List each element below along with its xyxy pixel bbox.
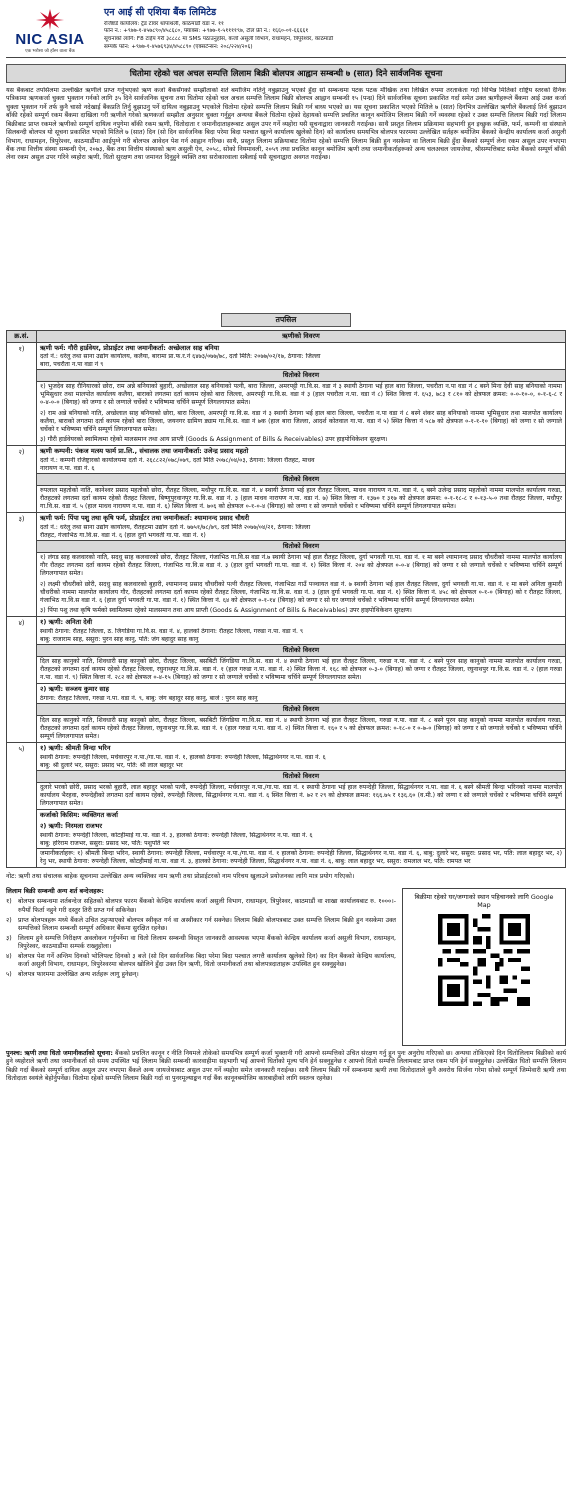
condition-text: बोलपत्र सम्बन्धमा शर्तबन्देज सहितको बोलपत्र फारम बैंकको केन्द्रिय कार्यालय कर्जा असुली विभाग, राधामहन, त्रिपुरेश्वर, काठमाडौं वा शाखा कार्यालयबाट रु. १०००।- रुपैयाँ फिर्ता नहुने गरी दस्तुर तिरी प्राप्त गर्न सकिनेछ। [18,898,396,914]
row-number: ५) [7,743,37,867]
condition-text: लिलाम हुने सम्पत्ति निरीक्षण अवलोकन गर्नुपर्नेमा वा धितो लिलाम सम्बन्धी विस्तृत जानकारी आवश्यक भएमा बैंकको केन्द्रिय कार्यालय कर्जा असुली विभाग, राधामहन, त्रिपुरेश्वर, काठमाडौंमा सम्पर्क राख्नुहोला। [18,934,396,951]
dhito-heading: धितोको विवरण [37,770,565,783]
conditions-title: लिलाम बिक्री सम्बन्धी अन्य शर्त बन्देजहरू: [6,887,104,895]
borrower-line: बाबु: हरिराम राजभर, ससुरा: प्रसाद भर, पति: पशुपति भर [40,839,170,847]
condition-item [6,898,396,915]
dhito-item: दिल साह कानुको नाति, शिवधारी साह कानुको छोरा, रौतहट जिल्ला, बसबिटी जिंगडिया गा.वि.स. वडा नं. ४ स्थायी ठेगाना भई हाल रौतहट जिल्ला, गरुडा न.पा. वडा नं. ८ बस्ने पुरन साह कानुको नाममा मालपोत कार्यालय गरुडा, रौतहटको लगतमा दर्ता कायम रहेको रौतहट जिल्ला, रघुनाथपुर गा.वि.स. वडा नं. १ (हाल गरुडा न.पा. वडा नं. २) स्थित कित्ता नं. १६० र ५ को क्षेत्रफल क्रमश: ०-१८-० र ०-७-० (बिगाह) को जग्गा र सो जग्गाले चर्चेको र भविष्यमा चर्चिने सम्पूर्ण लिगलगापात समेत। [40,716,562,741]
table-row [7,446,565,513]
borrower-line: स्थायी ठेगाना: रुपन्देही जिल्ला, कोटहीमाई गा.पा. वडा नं. ३, हालको ठेगाना: रुपन्देही जिल्ला, सिद्धार्थनगर न.पा. वडा नं. ६ [40,831,313,839]
tapsil-heading: तपसिल [221,313,351,327]
row-body [37,446,565,512]
nic-asia-star-icon [33,8,67,30]
notice-title: धितोमा रहेको चल अचल सम्पत्ति लिलाम बिक्री बोलपत्र आह्वान सम्बन्धी ७ (सात) दिने सार्वजनिक सूचना [6,64,566,83]
table-row [7,343,565,447]
row-number: ३) [7,513,37,616]
final-notice [6,1050,566,1084]
header-phone: फोन नं.: +९७७-१-४५७८९०/४५८६८०, फ्याक्स: +९७७-१-५११११९७, टोल फ्री नं.: १६६०-०१-६६६६१ [104,28,309,35]
final-heading: पुनश्च: ऋणी तथा धितो जमानीकर्ताको सूचना: [6,1049,113,1057]
bank-header [6,6,566,58]
notice-note: नोट: ऋणी तथा संचालक बाहेक सूचनामा उल्लेखित अन्य व्यक्तिका नाम ऋणी तथा प्रोप्राईटरको नाम परिचय खुलाउने प्रयोजनका लागि मात्र प्रयोग गरिएको। [6,873,355,881]
borrower-line: दर्ता नं.: कम्पनी रजिष्ट्रारको कार्यालयमा दर्ता नं. २६८८२२/०७८/०७९, दर्ता मिति २०७८/०४/०३, ठेगाना: जिल्ला रौतहट, माधव [40,456,315,464]
bank-logo [6,6,94,57]
row-body [37,743,565,867]
borrower-name: ऋणी कम्पनी: पंकज मत्स्य फार्म प्रा.लि., संचालक तथा जमानीकर्ता: उजेन्द्र प्रसाद महतो [40,447,249,456]
row-number: २) [7,446,37,512]
borrower-line: नारायण न.पा. वडा नं. ६ [40,465,95,473]
table-header-num: क्र.सं. [7,331,37,342]
header-address: रजिष्टर्ड कार्यालय: ट्रेड टावर थापाथली, काठमाडौं वडा नं. ११ [104,20,224,27]
table-header-col: ऋणीको विवरण [282,331,320,340]
map-qr-box[interactable] [402,888,566,1046]
borrower-name: १) ऋणी: श्रीमती विन्दा भरिन [40,744,111,753]
dhito-item: १) लंगड साह कलवारको नाति, सदधु साह कलवारको छोरा, रौतहट जिल्ला, गंजाभिठ गा.वि.स वडा नं.७ स्थायी ठेगाना भई हाल रौतहट जिल्ला, दुर्गा भगवती गा.पा. वडा नं. १ मा बस्ने श्यामानन्द प्रसाद चौधरीको नाममा मालपोत कार्यालय गौर रौतहट लगतमा दर्ता कायम रहेको रौतहट जिल्ला, गंजाभिठ गा.वि.स वडा नं. ३ (हाल दुर्गा भगवती गा.पा. वडा नं. १) स्थित कित्ता नं. २०४ को क्षेत्रफल ०-०-४ (बिगाह) को जग्गा र सो जग्गाले चर्चेको र भविष्यमा चर्चिने सम्पूर्ण लिगलगापात समेत। [40,554,562,578]
borrower-line: स्थायी ठेगाना: रुपन्देही जिल्ला, मर्चवारपुर न.पा./गा.पा. वडा नं. १, हालको ठेगाना: रुपन्देही जिल्ला, सिद्धार्थनगर न.पा. वडा नं. ६ [40,753,326,761]
borrower-line: रौतहट, गंजाभिठ गा.वि.स. वडा नं. ६ (हाल दुर्गा भगवती गा.पा. वडा नं. १) [40,532,206,540]
borrower-name: १) ऋणी: अनिता देवी [40,618,93,627]
condition-number: ३) [6,934,12,942]
dhito-heading: धितोको विवरण [37,644,565,657]
borrower-line: स्थायी ठेगाना: रौतहट जिल्ला, ठ. जिंगडिया गा.वि.स. वडा नं. ४, हालको ठेगाना: रौतहट जिल्ला, गरुडा न.पा. वडा नं. ९ [40,627,304,635]
header-contact: सम्पर्क फोन: +९७७-१-४५७६९३४/४५८८९० (एक्सटेन्सन: २०८/२२४/२०६) [104,43,253,50]
condition-item [6,971,396,980]
row-number: १) [7,343,37,446]
condition-item [6,953,396,970]
table-row [7,513,565,617]
qr-caption: बिक्रीमा रहेको घर/जग्गाको स्थान पहिचानको लागि Google Map [414,892,554,910]
borrower-line: दर्ता नं.: धरेलु तथा साना उद्योग कार्यालय, कलैया, बारामा प्रा.फ.र.नं ६४७३/०७७/७८, दर्ता मिति: २०७७/०२/१७, ठेगाना: जिल्ला [40,353,321,361]
header-info [94,6,566,57]
condition-number: ४) [6,952,12,960]
borrower-name: ऋणी फर्म: पिंपा पशु तथा कृषि फर्म, प्रोप्राईटर तथा जमानीकर्ता: श्यामानन्द प्रसाद चौधरी [40,514,250,523]
borrower-line: बारा, पचरौता न.पा वडा नं ९ [40,361,104,369]
dhito-item: ३) पिंपा पशु तथा कृषि फर्मको स्वामित्वमा रहेको मालसमान तथा आय प्राप्ती (Goods & Assignment of Bills & Receivables) उपर हाइपोथिकेशन सुरक्षण। [40,607,412,615]
guarantors: जमानीकर्ताहरू: १) श्रीमती बिन्दा भरिन, स्थायी ठेगाना: रुपन्देही जिल्ला, मर्चवारपुर न.पा./गा.पा. वडा नं. १ हालको ठेगाना: रुपन्देही जिल्ला, सिद्धार्थनगर न.पा. वडा नं. ६, बाबु: दुलारे भर, ससुरा: प्रसाद भर, पति: लाल बहादुर भर, २) रेनु भर, स्थायी ठेगाना: रुपन्देही जिल्ला, कोटहीमाई गा.पा. वडा नं. ३, हालको ठेगाना: रुपन्देही जिल्ला, सिद्धार्थनगर न.पा. वडा नं. ६, बाबु: लाल बहादुर भर, ससुरा: रामलाल भर, पति: रामपत भर [40,849,562,866]
dhito-heading: धितोको विवरण [37,473,565,486]
borrower-table [6,330,566,868]
condition-number: ५) [6,970,12,978]
row-body [37,343,565,446]
bank-name: एन आई सी एशिया बैंक लिमिटेड [104,7,217,18]
condition-number: २) [6,916,12,924]
final-body: बैंकको प्रचलित कानून र नीति नियमले तोकेको समयभित्र सम्पूर्ण कर्जा भुक्तानी गरी आफ्नो सम्पत्तिको उचित संरक्षण गर्नु हुन पुनः अनुरोध गरिएको छ। अन्यथा तोकिएको दिन धितोलिलाम बिक्रीको कार्य हुने व्यहोराले ऋणी तथा जमानीकर्ता सो समय उपस्थित भई लिलाम बिक्री सम्बन्धी कारवाहीमा सहभागी भई आफ्नो धितोको मूल्य पनि हेर्न सक्नुहुनेछ र आफ्नो धितो सम्पत्ति लिलामबाट प्राप्त रकम पनि हेर्न सक्नुहुनेछ। उल्लेखित धितो सम्पत्ति लिलाम बिक्री गर्दा बैंकको सम्पूर्ण दायित्व असुल उपर नभएमा बैंकले अन्य जायजेथाबाट असुल उपर गर्ने व्यहोरा समेत जानकारी गराईन्छ। साथै लिलाम बिक्री गर्ने सम्बन्धमा ऋणी तथा धितोदाताले कुनै अवरोध सिर्जना गरेमा सोको सम्पूर्ण जिम्मेवारी ऋणी तथा धितोदाता स्वयंले बेहोर्नुपर्नेछ। धितोमा रहेको सम्पत्ति लिलाम बिक्री गर्दा वा पुनरमूल्याङ्कन गर्दा बैंक कानूनबमोजिम कारबाहीको लागि स्वतन्त्र रहनेछ। [6,1049,566,1083]
row-number: ४) [7,617,37,742]
conditions-section [6,888,402,1046]
logo-tagline: एक भरोसा जो हाँस्न वाला बैंक [25,49,75,55]
dhito-item: दिल साह कानुको नाति, शिवधारी साह कानुको छोरा, रौतहट जिल्ला, बसबिटी जिंगडिया गा.वि.स. वडा नं. ४ स्थायी ठेगाना भई हाल रौतहट जिल्ला, गरुडा न.पा. वडा नं. ८ बस्ने पुरन साह कानुको नाममा मालपोत कार्यालय गरुडा, रौतहटको लगतमा दर्ता कायम रहेको रौतहट जिल्ला, रघुनाथपुर गा.वि.स. वडा नं. १ (हाल गरुडा न.पा. वडा नं. २) स्थित कित्ता नं. १६८ को क्षेत्रफल ०-३-० (बिगाह) को जग्गा र रौतहट जिल्ला, रघुनाथपुर गा.वि.स. वडा नं. २ (हाल गरुडा न.पा. वडा नं. ९) स्थित कित्ता नं. २८२ को क्षेत्रफल ०-४-१५ (बिगाह) को जग्गा र सो जग्गाले चर्चेको र भविष्यमा चर्चिने सम्पूर्ण लिगलगापात समेत। [40,657,562,682]
borrower-line: दर्ता नं.: धरेलु तथा साना उद्योग कार्यालय, रौतहटमा उद्योग दर्ता नं. ७७५१/७८/७९, दर्ता मिति २०७७/०४/२१, ठेगाना: जिल्ला [40,524,311,532]
row-body [37,617,565,742]
table-header [7,331,565,343]
borrower-name: २) ऋणी: सञ्जय कुमार साह [40,685,109,694]
dhito-item: दुलारे भरको छोरी, प्रसाद भरको बुहारी, लाल बहादुर भरको पत्नी, रुपन्देही जिल्ला, मर्चवारपुर न.पा./गा.पा. वडा नं. १ स्थायी ठेगाना भई हाल रुपन्देही जिल्ला, सिद्धार्थनगर न.पा. वडा नं. ६ बस्ने श्रीमती बिन्दा भरिनको नाममा मालपोत कार्यालय भैरहवा, रुपन्देहीको लगतमा दर्ता कायम रहेको, रुपन्देही जिल्ला, सिद्धार्थनगर न.पा. वडा नं. ६ स्थित कित्ता नं. ७२ र २९ को क्षेत्रफल क्रमश: १६६.७५ र १३६.६० (व.मी.) को जग्गा र सो जग्गाले चर्चेको र भविष्यमा चर्चिने सम्पूर्ण लिगलगापात समेत। [40,783,562,808]
dhito-item: रुपलाल महतोको नाति, कानेश्वर प्रसाद महतोको छोरा, रौतहट जिल्ला, मधौपुर गा.वि.स. वडा नं. ४ स्थायी ठेगाना भई हाल रौतहट जिल्ला, माधव नारायण न.पा. वडा नं. ६ बस्ने उजेन्द्र प्रसाद महतोको नाममा मालपोत कार्यालय गरुडा, रौतहटको लगतमा दर्ता कायम रहेको रौतहट जिल्ला, बिष्णुपुरवानपुर गा.वि.स. वडा नं. ३ (हाल माधव नारायण न.पा. वडा नं. ७) स्थित कित्ता नं. १३७० र ३१७ को क्षेत्रफल क्रमश: ०-१-१८-८ र ०-१३-५-० तथा रौतहट जिल्ला, मधौपुर गा.वि.स. वडा नं. ५ (हाल माधव नारायण न.पा. वडा नं. ६) स्थित कित्ता नं. ७०६ को क्षेत्रफल ०-१-०-४ (बिगाह) को जग्गा र सो जग्गाले चर्चेको र भविष्यमा चर्चिने सम्पूर्ण लिगलगापात समेत। [40,486,562,511]
bottom-section [6,888,566,1046]
condition-item [6,935,396,952]
qr-code-icon[interactable] [438,914,530,1006]
notice-intro: यस बैंकबाट तपसिलमा उल्लेखित ऋणीले प्राप्त गर्नुभएको ऋण कर्जा बैंकसँगको सम्झौताको शर्त बमोजिम नतिर्नु नबुझाउनु भएको हुँदा सो सम्बन्धमा पटक पटक मौखिक तथा लिखित रुपमा तरताकेता गर्दा विभिन्न मितिको राष्ट्रिय स्तरको दैनिक पत्रिकामा ऋणकर्जा चुक्ता भुक्तान गर्नको लागि ३५ दिने सार्वजनिक सूचना तथा धितोमा रहेको चल अचल सम्पत्ति लिलाम बिक्री बोलपत्र आह्वान सम्बन्धी १५ (पन्ध्र) दिने सार्वजनिक सूचना प्रकाशित गर्दा समेत उक्त ऋणीहरूले बैंकमा आई उक्त कर्जा चुक्ता भुक्तान गर्ने तर्फ कुनै चासो नदेखाई बैंकप्रति तिर्नु बुझाउनु पर्ने दायित्व नबुझाउनु भएकोले धितोमा रहेको सम्पत्ति लिलाम बिक्री गर्न बाध्य भएको छ। यस सूचना प्रकाशित भएको मितिले ७ (सात) दिनभित्र उल्लेखित ऋणीले बैंकलाई तिर्न बुझाउन बाँकी रहेको सम्पूर्ण रकम बैंकमा दाखिला गरी ऋणीले गरेको ऋणकर्जा सम्झौता अनुसार चुक्ता गर्नुहुन अन्यथा बैंकले धितोमा रहेको देहायको सम्पत्ति प्रचलित कानून बमोजिम लिलाम बिक्री गर्ने व्यवस्था रहेको र उक्त सम्पत्ति लिलाम बिक्री गर्दा लिलाम बिक्रीबाट प्राप्त रकमले ऋणीको सम्पूर्ण दायित्व नपुगेमा बाँकी रकम ऋणी, धितोदाता र जमानीदाताहरूबाट असुल उपर गर्ने व्यहोरा यसै सूचनाद्वारा जानकारी गराईन्छ। साथै प्रस्तुत लिलाम प्रक्रियामा सहभागी हुन इच्छुक व्यक्ति, फर्म, कम्पनी वा संस्थाले सिलबन्दी बोलपत्र यो सूचना प्रकाशित भएको मितिले ७ (सात) दिन (सो दिन सार्वजनिक बिदा परेमा बिदा पश्चात खुल्ने कार्यालय खुलेको दिन) को कार्यालय समयभित्र बोलपत्र फारममा उल्लेखित सर्तहरू बमोजिम बैंकको केन्द्रीय कार्यालय कर्जा असुली विभाग, राधामहन, त्रिपुरेश्वर, काठमाडौंमा आईपुग्ने गरी बोलपत्र आवेदन पेश गर्न आह्वान गरिन्छ। साथै, प्रस्तुत लिलाम प्रक्रियाबाट धितोमा रहेको सम्पत्ति लिलाम बिक्री हुन नसकेमा वा लिलाम बिक्री हुँदा बैंकको सम्पूर्ण लेना रकम असुल उपर नभएमा बैंक तथा वित्तीय संस्था सम्बन्धी ऐन, २०७३, बैंक तथा वित्तीय संस्थाको ऋण असुली ऐन, २०५८, सोको नियमावली, २०५९ तथा प्रचलित कानून बमोजिम ऋणी तथा जमानीकर्ताहरूको अन्य चलअचल जायजेथा, श्रीसम्पत्तिबाट समेत बैंकको सम्पूर्ण बाँकी लेना रकम असुल उपर गरिने व्यहोरा ऋणी, धितो सुरक्षण तथा जमानत दिनुहुने व्यक्ति तथा सरोकारवाला सबैलाई यसै सूचनाद्वारा अवगत गराईन्छ। [6,86,566,162]
borrower-line: ठेगाना: रौतहट जिल्ला, गरुडा न.पा. वडा नं. ९, बाबु: जंग बहादुर साह कानु, बाजे : पुरन साह कानु [40,694,258,702]
borrower-name: ऋणी फर्म: गौरी हार्डवेयर, प्रोप्राईटर तथा जमानीकर्ता: अच्छेलाल साह बनिया [40,343,220,352]
condition-text: बोलपत्र फारममा उल्लेखित अन्य शर्तहरू लागु हुनेछन्। [18,970,139,978]
borrower-name: २) ऋणी: निरमला राजभर [40,821,102,830]
condition-item [6,917,396,934]
header-sms: सूचनाको लागि: F8 टाईप गरी ३८८८८ मा SMS पठाउनुहोस, कर्जा असुली विभाग, राधामहन, त्रिपुरेश्वर, काठमाडौं [104,35,334,42]
condition-text: प्राप्त बोलपत्रहरू मध्ये बैंकले उचित ठहऱ्याएको बोलपत्र स्वीकृत गर्न वा अस्वीकार गर्न सक्नेछ। लिलाम बिक्री बोलपत्रबाट उक्त सम्पत्ति लिलाम बिक्री हुन नसकेमा उक्त सम्पत्तिको लिलाम सम्बन्धी सम्पूर्ण अधिकार बैंकमा सुरक्षित रहनेछ। [18,916,396,933]
loan-type: कर्जाको किसिम: व्यक्तिगत कर्जा [40,811,118,820]
condition-text: बोलपत्र पेश गर्ने अन्तिम दिनको भोलिपल्ट दिनको ३ बजे (सो दिन सार्वजनिक बिदा परेमा बिदा पश्चात लगत्तै कार्यालय खुलेको दिन) का दिन बैंकको केन्द्रिय कार्यालय, कर्जा असुली विभाग, राधामहन, त्रिपुरेश्वरमा बोलपत्र खोलिने हुँदा उक्त दिन ऋणी, धितो जमानीकर्ता तथा बोलपत्रदाताहरू उपस्थित हुन सक्नुहुनेछ। [18,952,396,969]
condition-number: १) [6,898,12,906]
dhito-heading: धितोको विवरण [37,369,565,382]
dhito-item: ३) गौरी हार्डवेयरको स्वामित्वमा रहेको मालसमान तथा आय प्राप्ती (Goods & Assignment of Bills & Receivables) उपर हाइपोथिकेशन सुरक्षण। [40,436,388,444]
table-row [7,617,565,743]
dhito-item: २) लक्ष्मी चौधरीको छोरी, सदधु साह कलवारको बुहारी, श्यामानन्द प्रसाद चौधरीको पत्नी रौतहट जिल्ला, गंजाभिठा गाउँ पञ्चायत वडा नं. ७ स्थायी ठेगाना भई हाल रौतहट जिल्ला, दुर्गा भगवती गा.पा. वडा नं. १ मा बस्ने अनिता कुमारी चौधरीको नाममा मालपोत कार्यालय गौर, रौतहटको लगतमा दर्ता कायम रहेको रौतहट जिल्ला, गंजाभिठ गा.वि.स. वडा नं. ३ (हाल दुर्गा भगवती गा.पा. वडा नं. १) स्थित कित्ता नं. ४५८ को क्षेत्रफल ०-१-० (बिगाह) को र रौतहट जिल्ला, गंजाभिठ गा.वि.स वडा नं. ६ (हाल दुर्गा भगवती गा.पा. वडा नं. १) स्थित कित्ता नं. ६४ को क्षेत्रफल ०-१-१४ (बिगाह) को जग्गा र सो घर जग्गाले चर्चेको र भविष्यमा चर्चिने सम्पूर्ण लिगलगापात समेत। [40,580,562,604]
logo-text: NIC ASIA [15,30,85,48]
row-body [37,513,565,616]
borrower-line: बाबु: राजाराम साह, ससुरा: पुरन साह कानु, पति: जंग बहादुर साह कानु [40,636,199,644]
table-row [7,743,565,867]
dhito-item: १) भुजदेव साह रौनियारको छोरा, राम अन्ने बनियाको बुहारी, अच्छेलाल साह बनियाको पत्नी, बारा जिल्ला, अमरपट्टी गा.वि.स. वडा नं ३ स्थायी ठेगाना भई हाल बारा जिल्ला, पचरौता न.पा वडा नं ८ बस्ने मिना देवी साह बनियाको नाममा भूमिसुधार तथा मालपोत कार्यालय कलैया, बाराको लगतमा दर्ता कायम रहेको बारा जिल्ला, अमरपट्टी गा.वि.स. वडा नं ३ (हाल पचरौता न.पा. वडा नं ८) स्थित कित्ता नं. ६५३, ७८३ र ८१० को क्षेत्रफल क्रमश: ०-०-१०-०, ०-१-६-८ र ०-४-०-० (बिगाह) को जग्गा र सो जग्गाले चर्चेको र भविष्यमा चर्चिने सम्पूर्ण लिगलगापात समेत। [40,383,562,407]
dhito-item: २) राम अन्ने बनियाको नाति, अच्छेलाल साह बनियाको छोरा, बारा जिल्ला, अमरपट्टी गा.वि.स. वडा नं ३ स्थायी ठेगाना भई हाल बारा जिल्ला, पचरौता न.पा वडा नं ८ बस्ने शंकर साह बनियाको नाममा भूमिसुधार तथा मालपोत कार्यालय कलैया, बाराको लगतमा दर्ता कायम रहेको बारा जिल्ला, जयनगर ग्रामिण ड्याम गा.वि.स. वडा नं ७क (हाल बारा जिल्ला, आदर्श कोतवाल गा.पा. वडा नं ५) स्थित कित्ता नं ५८७ को क्षेत्रफल ०-१-१-१० (बिगाह) को जग्गा र सो जग्गाले चर्चेको र भविष्यमा चर्चिने सम्पूर्ण लिगलगापात समेत। [40,409,562,433]
dhito-heading: धितोको विवरण [37,703,565,716]
dhito-heading: धितोको विवरण [37,540,565,553]
borrower-line: बाबु: श्री दुलारे भर, ससुरा: प्रसाद भर, पति: श्री लाल बहादुर भर [40,762,183,770]
